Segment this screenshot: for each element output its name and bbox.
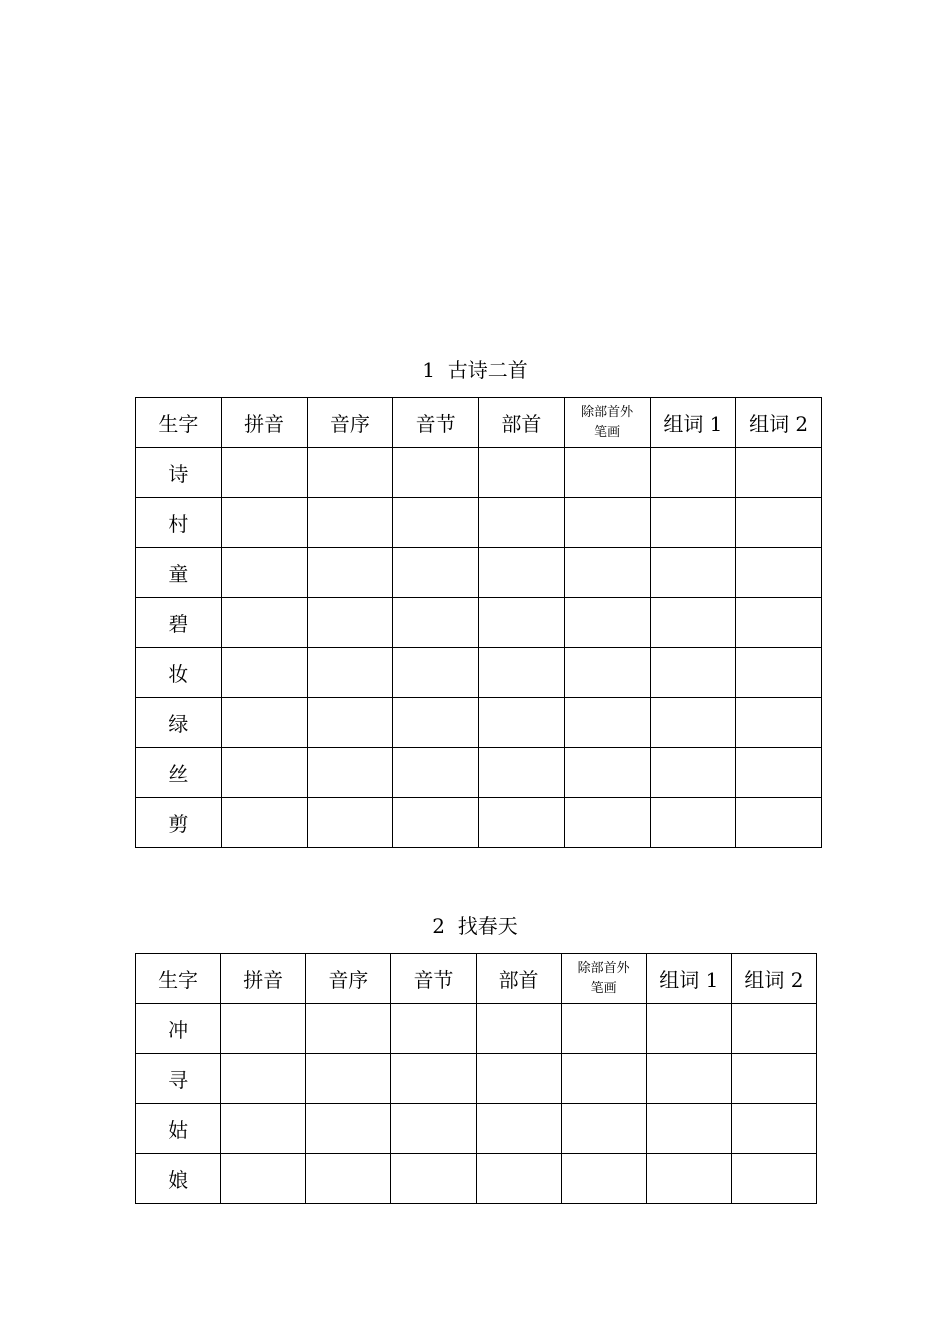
blank-answer-cell[interactable] [221,1104,306,1154]
table-row [136,1004,817,1054]
blank-answer-cell[interactable] [221,1054,306,1104]
character-cell: 妆 [136,648,222,698]
lesson-2-character-table [135,953,817,1204]
blank-answer-cell[interactable] [561,1054,646,1104]
blank-answer-cell[interactable] [221,648,307,698]
blank-answer-cell[interactable] [306,1104,391,1154]
blank-answer-cell[interactable] [561,1104,646,1154]
blank-answer-cell[interactable] [564,598,650,648]
lesson-1-character-table [135,397,822,848]
blank-answer-cell[interactable] [564,698,650,748]
blank-answer-cell[interactable] [393,648,479,698]
blank-answer-cell[interactable] [479,798,565,848]
blank-answer-cell[interactable] [221,1154,306,1204]
blank-answer-cell[interactable] [393,498,479,548]
column-header: 除部首外 笔画 [564,398,650,448]
blank-answer-cell[interactable] [221,548,307,598]
column-header: 部首 [479,398,565,448]
blank-answer-cell[interactable] [736,448,822,498]
blank-answer-cell[interactable] [736,548,822,598]
blank-answer-cell[interactable] [564,648,650,698]
column-header: 组词 2 [731,954,816,1004]
blank-answer-cell[interactable] [736,798,822,848]
table-row [136,698,822,748]
blank-answer-cell[interactable] [646,1104,731,1154]
blank-answer-cell[interactable] [221,1004,306,1054]
column-header: 拼音 [221,398,307,448]
blank-answer-cell[interactable] [393,798,479,848]
character-cell: 村 [136,498,222,548]
blank-answer-cell[interactable] [561,1004,646,1054]
blank-answer-cell[interactable] [650,548,736,598]
column-header: 组词 2 [736,398,822,448]
blank-answer-cell[interactable] [564,448,650,498]
character-cell: 童 [136,548,222,598]
blank-answer-cell[interactable] [393,598,479,648]
column-header: 生字 [136,398,222,448]
blank-answer-cell[interactable] [393,748,479,798]
blank-answer-cell[interactable] [393,698,479,748]
blank-answer-cell[interactable] [221,798,307,848]
blank-answer-cell[interactable] [476,1154,561,1204]
column-header: 音节 [391,954,476,1004]
blank-answer-cell[interactable] [307,798,393,848]
blank-answer-cell[interactable] [731,1104,816,1154]
blank-answer-cell[interactable] [736,748,822,798]
column-header: 音序 [307,398,393,448]
blank-answer-cell[interactable] [391,1004,476,1054]
blank-answer-cell[interactable] [564,798,650,848]
blank-answer-cell[interactable] [731,1154,816,1204]
blank-answer-cell[interactable] [221,748,307,798]
table-row [136,498,822,548]
character-cell: 诗 [136,448,222,498]
blank-answer-cell[interactable] [221,698,307,748]
blank-answer-cell[interactable] [307,748,393,798]
blank-answer-cell[interactable] [564,498,650,548]
blank-answer-cell[interactable] [650,448,736,498]
blank-answer-cell[interactable] [479,598,565,648]
blank-answer-cell[interactable] [221,598,307,648]
table-row [136,1054,817,1104]
blank-answer-cell[interactable] [736,698,822,748]
blank-answer-cell[interactable] [391,1104,476,1154]
character-cell: 绿 [136,698,222,748]
blank-answer-cell[interactable] [479,648,565,698]
blank-answer-cell[interactable] [479,698,565,748]
table-row [136,598,822,648]
blank-answer-cell[interactable] [646,1154,731,1204]
table-row [136,448,822,498]
blank-answer-cell[interactable] [650,498,736,548]
lesson-1-title: 1 古诗二首 [422,358,528,382]
blank-answer-cell[interactable] [307,498,393,548]
blank-answer-cell[interactable] [393,448,479,498]
blank-answer-cell[interactable] [736,648,822,698]
blank-answer-cell[interactable] [736,598,822,648]
column-header: 音节 [393,398,479,448]
character-cell: 碧 [136,598,222,648]
column-header: 音序 [306,954,391,1004]
table-row [136,748,822,798]
blank-answer-cell[interactable] [650,798,736,848]
table-row [136,798,822,848]
table-row [136,1154,817,1204]
blank-answer-cell[interactable] [393,548,479,598]
blank-answer-cell[interactable] [221,498,307,548]
blank-answer-cell[interactable] [564,748,650,798]
column-header: 拼音 [221,954,306,1004]
character-cell: 丝 [136,748,222,798]
blank-answer-cell[interactable] [479,748,565,798]
blank-answer-cell[interactable] [479,448,565,498]
blank-answer-cell[interactable] [564,548,650,598]
table-row [136,648,822,698]
blank-answer-cell[interactable] [731,1004,816,1054]
table-header-row [136,398,822,448]
blank-answer-cell[interactable] [736,498,822,548]
blank-answer-cell[interactable] [646,1004,731,1054]
column-header: 生字 [136,954,221,1004]
blank-answer-cell[interactable] [650,648,736,698]
blank-answer-cell[interactable] [476,1004,561,1054]
column-header: 部首 [476,954,561,1004]
column-header: 除部首外 笔画 [561,954,646,1004]
blank-answer-cell[interactable] [306,1154,391,1204]
table-row [136,1104,817,1154]
column-header: 组词 1 [646,954,731,1004]
blank-answer-cell[interactable] [646,1054,731,1104]
blank-answer-cell[interactable] [306,1054,391,1104]
blank-answer-cell[interactable] [731,1054,816,1104]
blank-answer-cell[interactable] [479,498,565,548]
blank-answer-cell[interactable] [650,698,736,748]
character-cell: 寻 [136,1054,221,1104]
blank-answer-cell[interactable] [391,1054,476,1104]
table-row [136,548,822,598]
blank-answer-cell[interactable] [476,1054,561,1104]
blank-answer-cell[interactable] [307,548,393,598]
blank-answer-cell[interactable] [391,1154,476,1204]
blank-answer-cell[interactable] [479,548,565,598]
blank-answer-cell[interactable] [307,448,393,498]
lesson-2-title: 2 找春天 [432,914,518,938]
blank-answer-cell[interactable] [307,648,393,698]
character-cell: 姑 [136,1104,221,1154]
character-cell: 剪 [136,798,222,848]
blank-answer-cell[interactable] [221,448,307,498]
character-cell: 娘 [136,1154,221,1204]
blank-answer-cell[interactable] [306,1004,391,1054]
blank-answer-cell[interactable] [650,598,736,648]
character-cell: 冲 [136,1004,221,1054]
blank-answer-cell[interactable] [307,698,393,748]
column-header: 组词 1 [650,398,736,448]
table-header-row [136,954,817,1004]
blank-answer-cell[interactable] [650,748,736,798]
blank-answer-cell[interactable] [561,1154,646,1204]
blank-answer-cell[interactable] [476,1104,561,1154]
blank-answer-cell[interactable] [307,598,393,648]
